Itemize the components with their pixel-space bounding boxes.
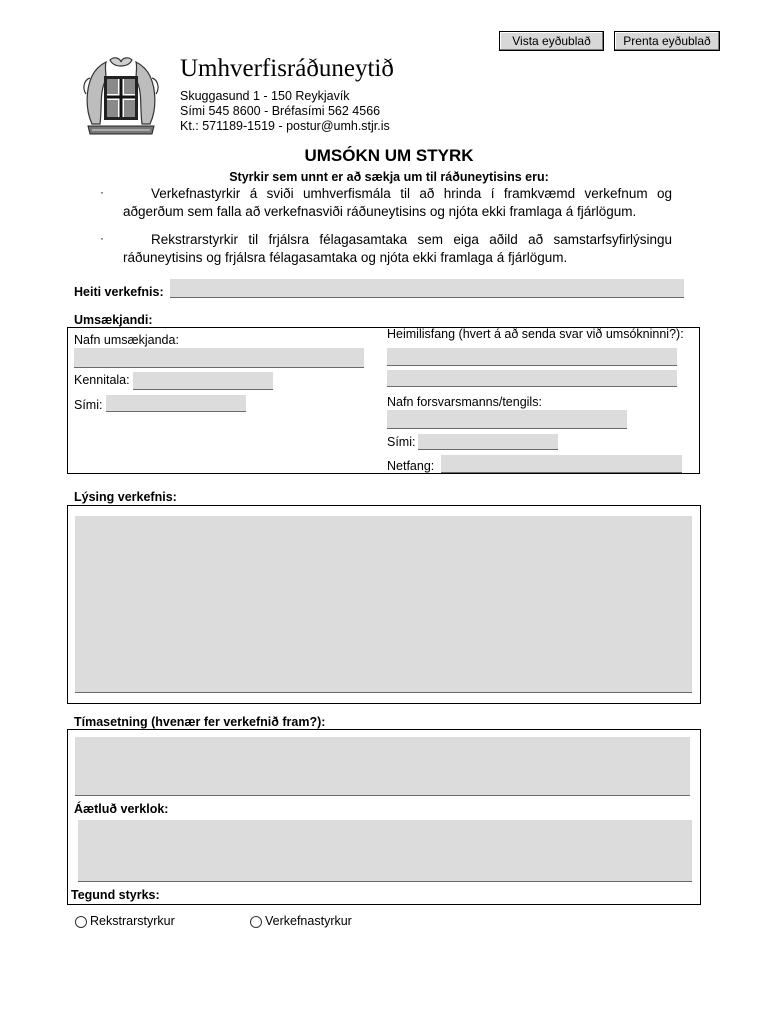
- project-name-input[interactable]: [170, 279, 684, 298]
- bullet-marker: ·: [100, 185, 104, 199]
- completion-input[interactable]: [78, 820, 692, 882]
- organization-address: Skuggasund 1 - 150 Reykjavík: [180, 89, 350, 103]
- contact-phone-input[interactable]: [418, 434, 558, 450]
- bullet-marker: ·: [100, 231, 104, 245]
- organization-name: Umhverfisráðuneytið: [180, 55, 394, 82]
- print-form-button[interactable]: Prenta eyðublað: [614, 31, 720, 51]
- coat-of-arms-logo: [80, 54, 162, 138]
- bullet-operating-grants: Rekstrarstyrkir til frjálsra félagasamtaka sem eiga aðild að samstarfsyfirlýsingu ráðuneytisins og frjálsra félagasamtaka og njóta ekki framlaga á fjárlögum.: [123, 232, 672, 265]
- contact-name-label: Nafn forsvarsmanns/tengils:: [387, 395, 542, 409]
- project-name-label: Heiti verkefnis:: [74, 285, 164, 299]
- applicant-phone-label: Sími:: [74, 398, 103, 412]
- completion-label: Áætluð verklok:: [74, 802, 169, 816]
- save-form-button[interactable]: Vista eyðublað: [499, 31, 604, 51]
- organization-id-email: Kt.: 571189-1519 - postur@umh.stjr.is: [180, 119, 390, 133]
- grant-type-label: Tegund styrks:: [71, 888, 160, 902]
- operating-grant-label: Rekstrarstyrkur: [90, 914, 175, 928]
- applicant-phone-input[interactable]: [106, 395, 246, 412]
- organization-phone: Sími 545 8600 - Bréfasími 562 4566: [180, 104, 381, 118]
- applicant-section-label: Umsækjandi:: [74, 313, 153, 327]
- applicant-name-label: Nafn umsækjanda:: [74, 333, 179, 347]
- kennitala-input[interactable]: [133, 372, 273, 390]
- form-title: UMSÓKN UM STYRK: [304, 146, 474, 165]
- project-grant-label: Verkefnastyrkur: [265, 914, 352, 928]
- address-input-line1[interactable]: [387, 348, 677, 366]
- contact-phone-label: Sími:: [387, 435, 416, 449]
- address-label: Heimilisfang (hvert á að senda svar við umsókninni?):: [387, 327, 684, 341]
- kennitala-label: Kennitala:: [74, 373, 130, 387]
- timing-label: Tímasetning (hvenær fer verkefnið fram?):: [74, 715, 326, 729]
- description-label: Lýsing verkefnis:: [74, 490, 177, 504]
- email-label: Netfang:: [387, 459, 435, 473]
- contact-name-input[interactable]: [387, 410, 627, 429]
- description-input[interactable]: [75, 516, 692, 693]
- bullet-project-grants: Verkefnastyrkir á sviði umhverfismála til að hrinda í framkvæmd verkefnum og aðgerðum sem falla að verkefnasviði ráðuneytisins og njóta ekki framlaga á fjárlögum.: [123, 186, 672, 219]
- timing-input[interactable]: [75, 737, 690, 796]
- radio-project-grant[interactable]: [250, 916, 262, 928]
- form-subtitle: Styrkir sem unnt er að sækja um til ráðuneytisins eru:: [229, 170, 549, 184]
- radio-operating-grant[interactable]: [75, 916, 87, 928]
- address-input-line2[interactable]: [387, 370, 677, 387]
- email-input[interactable]: [441, 455, 682, 473]
- applicant-name-input[interactable]: [74, 348, 364, 368]
